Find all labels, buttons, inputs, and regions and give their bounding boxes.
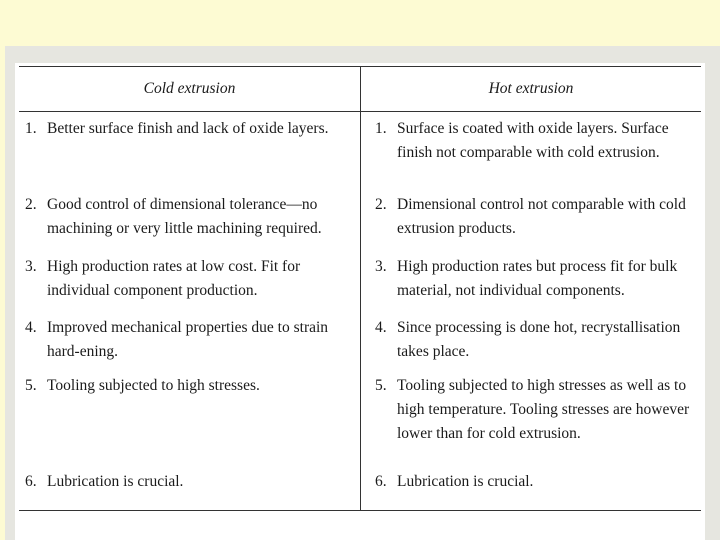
table-row [19,255,701,316]
item-text: Lubrication is crucial. [47,473,184,490]
item-text: Tooling subjected to high stresses as well as to high temperature. Tooling stresses are however lower than for cold extrusion. [397,377,690,442]
item-number: 4. [375,319,387,336]
item-number: 3. [25,258,37,275]
item-number: 4. [25,319,37,336]
item-number: 5. [25,377,37,394]
hot-cell [361,112,702,194]
cold-cell [19,255,361,316]
table-row [19,470,701,511]
item-text: High production rates but process fit for bulk material, not individual components. [397,258,678,299]
item-number: 5. [375,377,387,394]
item-text: Since processing is done hot, recrystallisation takes place. [397,319,681,360]
table-row [19,193,701,255]
item-text: Better surface finish and lack of oxide layers. [47,120,329,137]
cold-cell [19,316,361,374]
table-row [19,374,701,470]
table-row [19,316,701,374]
item-text: Dimensional control not comparable with cold extrusion products. [397,196,686,237]
item-number: 1. [25,120,37,137]
item-text: High production rates at low cost. Fit for individual component production. [47,258,301,299]
hot-cell [361,470,702,511]
item-text: Surface is coated with oxide layers. Surface finish not comparable with cold extrusion. [397,120,669,161]
column-header-cold-extrusion: Cold extrusion [19,67,361,112]
item-number: 6. [375,473,387,490]
comparison-table [19,66,701,511]
hot-cell [361,193,702,255]
item-number: 3. [375,258,387,275]
hot-cell [361,316,702,374]
item-text: Good control of dimensional tolerance—no machining or very little machining required. [47,196,322,237]
item-number: 6. [25,473,37,490]
cold-cell [19,112,361,194]
hot-cell [361,374,702,470]
cold-cell [19,193,361,255]
hot-cell [361,255,702,316]
item-text: Tooling subjected to high stresses. [47,377,260,394]
item-text: Lubrication is crucial. [397,473,534,490]
item-number: 1. [375,120,387,137]
item-number: 2. [25,196,37,213]
cold-cell [19,470,361,511]
cold-cell [19,374,361,470]
column-header-hot-extrusion: Hot extrusion [361,67,702,112]
table-row [19,112,701,194]
table-header-row [19,67,701,112]
item-number: 2. [375,196,387,213]
item-text: Improved mechanical properties due to strain hard-ening. [47,319,329,360]
